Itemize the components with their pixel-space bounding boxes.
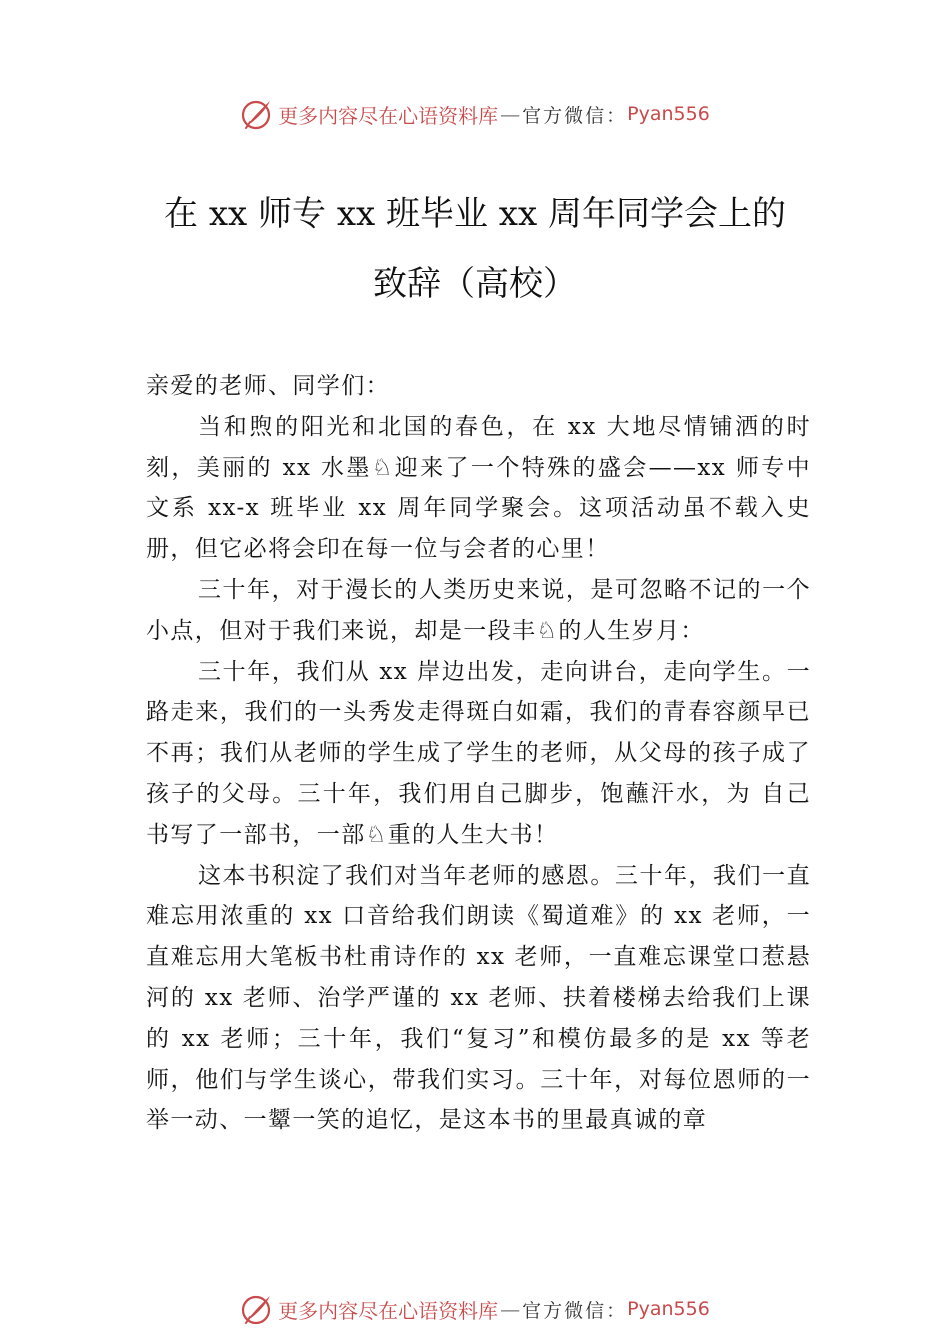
document-body	[146, 366, 811, 1141]
greeting-line: 亲爱的老师、同学们：	[146, 373, 390, 399]
document-title-line-2: 致辞（高校）	[373, 264, 577, 304]
banner-wechat-id: Pyan556	[627, 1298, 710, 1320]
banner-official-label: 官方微信：	[522, 1299, 628, 1322]
body-paragraph: 三十年，对于漫长的人类历史来说，是可忽略不记的一个小点，但对于我们来说，却是一段丰♘的人生岁月：	[146, 576, 811, 644]
banner-official-label: 官方微信：	[522, 104, 628, 127]
quill-logo-icon	[240, 97, 274, 131]
footer-watermark-banner	[0, 1289, 950, 1329]
document-title-line-1: 在 xx 师专 xx 班毕业 xx 周年同学会上的	[164, 194, 786, 234]
body-paragraph: 这本书积淀了我们对当年老师的感恩。三十年，我们一直难忘用浓重的 xx 口音给我们朗读《蜀道难》的 xx 老师，一直难忘用大笔板书杜甫诗作的 xx 老师，一直难忘课堂口惹悬河的 xx 老师、治学严谨的 xx 老师、扶着楼梯去给我们上课的 xx 老师；三十年，我们“复习”和模仿最多的是 xx 等老师，他们与学生谈心，带我们实习。三十年，对每位恩师的一举一动、一颦一笑的追忆，是这本书的里最真诚的章	[146, 862, 811, 1134]
banner-wechat-id: Pyan556	[627, 103, 710, 125]
body-paragraph: 当和煦的阳光和北国的春色，在 xx 大地尽情铺洒的时刻，美丽的 xx 水墨♘迎来了一个特殊的盛会——xx 师专中文系 xx-x 班毕业 xx 周年同学聚会。这项活动虽不载入史册，但它必将会印在每一位与会者的心里！	[146, 413, 811, 563]
banner-brand-text: 更多内容尽在心语资料库	[278, 103, 499, 128]
header-watermark-banner	[0, 94, 950, 134]
banner-separator: —	[500, 1297, 521, 1321]
banner-separator: —	[500, 102, 521, 126]
quill-logo-icon	[240, 1292, 274, 1326]
banner-brand-text: 更多内容尽在心语资料库	[278, 1298, 499, 1323]
body-paragraph: 三十年，我们从 xx 岸边出发，走向讲台，走向学生。一路走来，我们的一头秀发走得斑白如霜，我们的青春容颜早已不再；我们从老师的学生成了学生的老师，从父母的孩子成了孩子的父母。三十年，我们用自己脚步，饱蘸汗水，为 自己书写了一部书，一部♘重的人生大书！	[146, 658, 811, 848]
